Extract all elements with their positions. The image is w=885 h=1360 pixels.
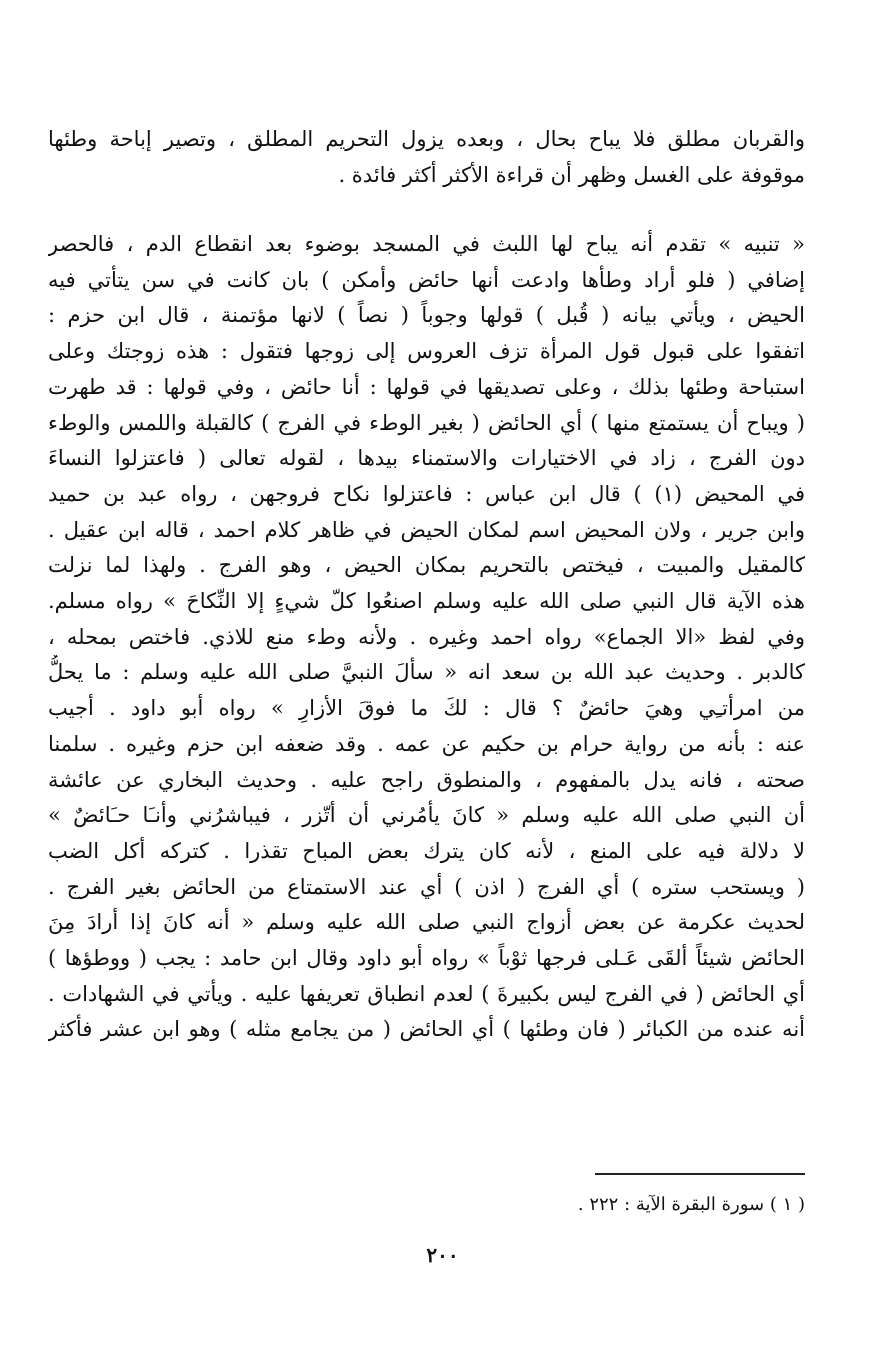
text-line: كالدبر . وحديث عبد الله بن سعد انه « سألَ النبيَّ صلى الله عليه وسلم : ما يحلُّ	[48, 660, 805, 685]
page-number: ٢٠٠	[426, 1243, 459, 1267]
text-line: دون الفرج ، زاد في الاختيارات والاستمناء بيدها ، لقوله تعالى ( فاعتزلوا النساءَ	[48, 446, 805, 471]
text-line: لحديث عكرمة عن بعض أزواج النبي صلى الله عليه وسلم « أنه كانَ إذا أرادَ مِنَ	[48, 910, 805, 935]
footnote-divider	[595, 1173, 805, 1175]
text-line: هذه الآية قال النبي صلى الله عليه وسلم اصنعُوا كلّ شيءٍ إلا النِّكاحَ » رواه مسلم.	[48, 589, 805, 614]
paragraph-2	[48, 227, 805, 1048]
text-line: أن النبي صلى الله عليه وسلم « كانَ يأمُرني أن أتّزر ، فيباشرُني وأنـَا حـَائضٌ »	[48, 803, 805, 828]
text-line: استباحة وطئها بذلك ، وعلى تصديقها في قولها : أنا حائض ، وفي قولها : قد طهرت	[48, 374, 805, 399]
text-line: اتفقوا على قبول قول المرأة تزف العروس إلى زوجها فتقول : هذه زوجتك وعلى	[48, 339, 805, 364]
text-line: والقربان مطلق فلا يباح بحال ، وبعده يزول التحريم المطلق ، وتصير إباحة وطئها	[48, 127, 805, 151]
text-line: ( ويباح أن يستمتع منها ) أي الحائض ( بغير الوطء في الفرج ) كالقبلة واللمس والوطء	[48, 410, 805, 435]
text-line: « تنبيه » تقدم أنه يباح لها اللبث في المسجد بوضوء بعد انقطاع الدم ، فالحصر	[48, 232, 805, 256]
text-line: في المحيض (١) ) قال ابن عباس : فاعتزلوا نكاح فروجهن ، رواه عبد بن حميد	[48, 481, 805, 506]
text-line: من امرأتـِي وهيَ حائضٌ ؟ قال : لكَ ما فوقَ الأزارِ » رواه أبو داود . أجيب	[48, 696, 805, 721]
text-line: كالمقيل والمبيت ، فيختص بالتحريم بمكان الحيض ، وهو الفرج . ولهذا لما نزلت	[48, 553, 805, 578]
text-line: موقوفة على الغسل وظهر أن قراءة الأكثر أكثر فائدة .	[338, 162, 805, 187]
paragraph-1	[48, 122, 805, 193]
text-line: الحائض شيئاً ألقَى عَـلى فرجها ثوْباً » رواه أبو داود وقال ابن حامد : يجب ( ووطؤها )	[48, 946, 805, 971]
text-line: وابن جرير ، ولان المحيض اسم لمكان الحيض في ظاهر كلام احمد ، قاله ابن عقيل .	[48, 517, 805, 542]
footnote: ( ١ ) سورة البقرة الآية : ٢٢٢ .	[577, 1194, 805, 1215]
text-line: ( ويستحب ستره ) أي الفرج ( اذن ) أي عند الاستمتاع من الحائض بغير الفرج .	[48, 874, 805, 899]
text-line: إضافي ( فلو أراد وطأها وادعت أنها حائض وأمكن ) بان كانت في سن يتأتي فيه	[48, 267, 805, 292]
text-line: وفي لفظ «الا الجماع» رواه احمد وغيره . ولأنه وطء منع للاذي. فاختص بمحله ،	[48, 624, 805, 649]
text-line: أنه عنده من الكبائر ( فان وطئها ) أي الحائض ( من يجامع مثله ) وهو ابن عشر فأكثر	[48, 1017, 805, 1042]
text-line: أي الحائض ( في الفرج ليس بكبيرةَ ) لعدم انطباق تعريفها عليه . ويأتي في الشهادات .	[48, 981, 805, 1006]
text-line: عنه : بأنه من رواية حرام بن حكيم عن عمه . وقد ضعفه ابن حزم وغيره . سلمنا	[48, 731, 805, 756]
text-line: صحته ، فانه يدل بالمفهوم ، والمنطوق راجح عليه . وحديث البخاري عن عائشة	[48, 767, 805, 792]
text-line: لا دلالة فيه على المنع ، لأنه كان يترك بعض المباح تقذرا . كتركه أكل الضب	[48, 838, 805, 863]
text-line: الحيض ، ويأتي بيانه ( قُبل ) قولها وجوباً ( نصاً ) لانها مؤتمنة ، قال ابن حزم :	[48, 303, 805, 328]
